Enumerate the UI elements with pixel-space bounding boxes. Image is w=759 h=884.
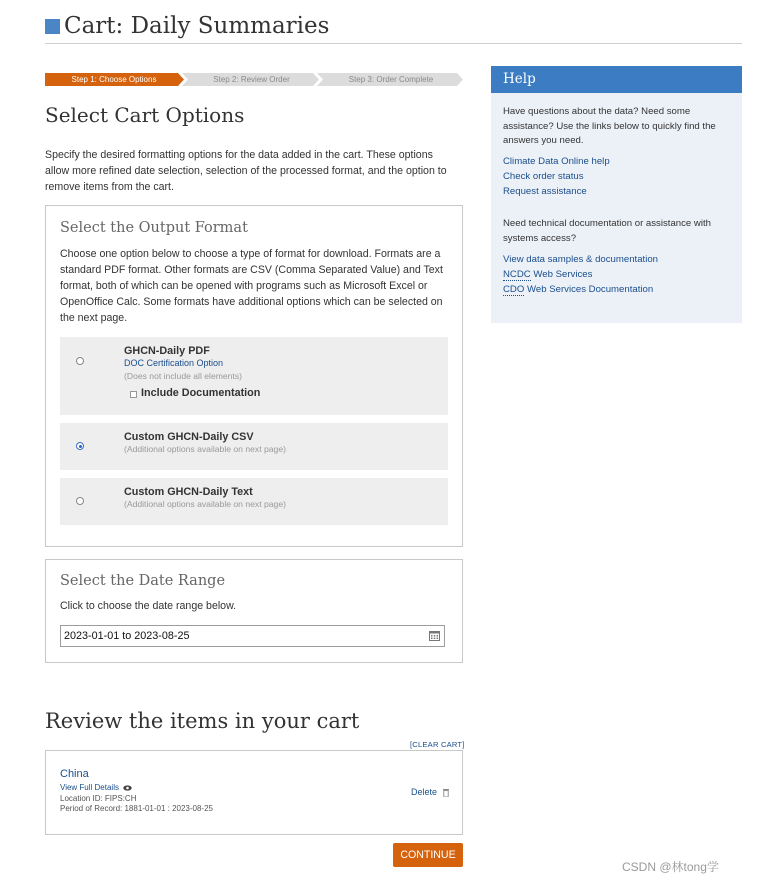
trash-icon (443, 789, 449, 797)
radio-text[interactable] (76, 497, 84, 505)
date-range-input[interactable] (60, 625, 445, 647)
view-full-details-link[interactable] (60, 783, 132, 792)
help-link-order-status[interactable]: Check order status (503, 171, 584, 182)
help-link-data-samples[interactable]: View data samples & documentation (503, 254, 659, 265)
option-text[interactable] (60, 478, 448, 525)
output-format-description: Choose one option below to choose a type of format for download. Formats are a standard PDF format. Other formats are CSV (Comma Separated Value) and Text format, both of which can be opened with programs such as Microsoft Excel or OpenOffice Calc. Some formats have additional options which can be selected on the next page. (60, 248, 443, 324)
include-documentation-label: Include Documentation (141, 387, 261, 399)
option-csv[interactable] (60, 423, 448, 470)
page-title: Cart: Daily Summaries (64, 13, 330, 39)
progress-steps (45, 73, 463, 86)
cart-item-panel (45, 750, 463, 835)
cart-item-location: Location ID: FIPS:CH (60, 794, 137, 803)
option-pdf-title: GHCN-Daily PDF (124, 345, 210, 357)
help-text-technical: Need technical documentation or assistance with systems access? (503, 218, 711, 244)
clear-cart-link[interactable]: [CLEAR CART] (410, 740, 465, 749)
watermark: CSDN @林tong学 (622, 860, 719, 874)
view-full-details-label: View Full Details (60, 783, 119, 792)
help-link-request-assistance[interactable]: Request assistance (503, 186, 587, 197)
radio-pdf[interactable] (76, 357, 84, 365)
output-format-panel (45, 205, 463, 547)
radio-csv[interactable] (76, 442, 84, 450)
page-header (45, 13, 742, 44)
date-range-title: Select the Date Range (60, 573, 226, 589)
step-1: Step 1: Choose Options (71, 75, 157, 84)
cdo-rest: Web Services Documentation (524, 284, 654, 295)
help-header (491, 66, 742, 93)
option-text-note: (Additional options available on next page) (124, 499, 286, 509)
ncdc-rest: Web Services (530, 269, 593, 280)
cart-options-intro: Specify the desired formatting options for the data added in the cart. These options allow more refined date selection, selection of the processed format, and the option to remove items from the cart. (45, 149, 447, 193)
delete-label: Delete (411, 787, 438, 797)
date-range-panel (45, 559, 463, 663)
help-link-cdo-help[interactable]: Climate Data Online help (503, 156, 610, 167)
include-documentation-checkbox[interactable] (130, 391, 137, 398)
help-title: Help (503, 71, 536, 87)
help-link-ncdc-web-services[interactable] (503, 269, 592, 280)
option-csv-note: (Additional options available on next page) (124, 444, 286, 454)
ncdc-abbr: NCDC (503, 269, 531, 280)
delete-item-button[interactable] (411, 787, 449, 797)
date-range-value: 2023-01-01 to 2023-08-25 (64, 630, 190, 642)
step-2: Step 2: Review Order (213, 75, 290, 84)
cart-item-period: Period of Record: 1881-01-01 : 2023-08-25 (60, 804, 213, 813)
option-pdf[interactable] (60, 337, 448, 415)
title-square-icon (45, 19, 60, 34)
date-range-description: Click to choose the date range below. (60, 600, 237, 612)
cart-item-name[interactable]: China (60, 768, 89, 780)
calendar-icon[interactable] (429, 630, 440, 641)
continue-button[interactable]: CONTINUE (393, 843, 463, 867)
cdo-abbr: CDO (503, 284, 525, 295)
help-text-questions: Have questions about the data? Need some assistance? Use the links below to quickly find the answers you need. (503, 106, 716, 146)
option-text-title: Custom GHCN-Daily Text (124, 486, 253, 498)
eye-icon (123, 785, 132, 791)
option-csv-title: Custom GHCN-Daily CSV (124, 431, 254, 443)
doc-certification-link[interactable]: DOC Certification Option (124, 358, 224, 368)
section-title-review: Review the items in your cart (45, 709, 360, 733)
step-3: Step 3: Order Complete (348, 75, 434, 84)
help-link-cdo-web-services[interactable] (503, 284, 653, 295)
output-format-title: Select the Output Format (60, 220, 248, 236)
help-box (491, 66, 742, 323)
option-pdf-note: (Does not include all elements) (124, 371, 242, 381)
section-title-cart-options: Select Cart Options (45, 103, 245, 127)
